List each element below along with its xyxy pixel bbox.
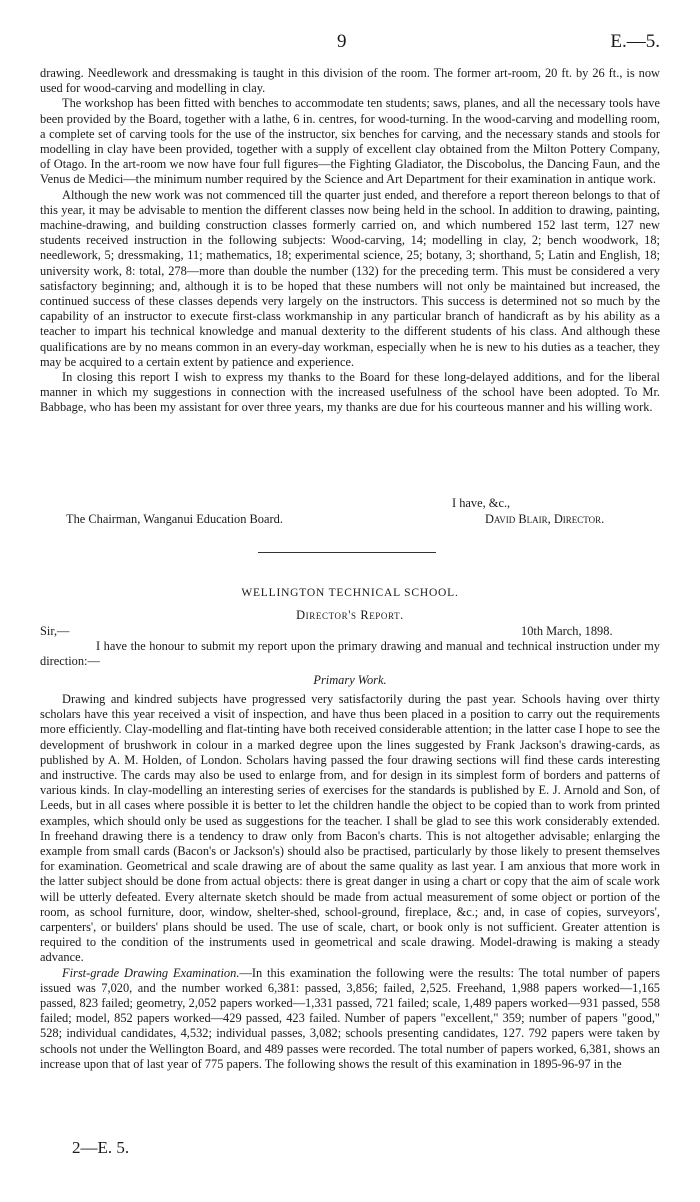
document-reference: E.—5. xyxy=(610,31,660,52)
page-number: 9 xyxy=(337,31,347,52)
report-date: 10th March, 1898. xyxy=(521,624,613,638)
report-title: Director's Report. xyxy=(296,608,404,622)
paragraph: Although the new work was not commenced till the quarter just ended, and therefore a report thereon belongs to that of this year, it may be advisable to mention the different classes now being held in the school. In addition to drawing, painting, machine-drawing, and building construction classes formerly carried on, and which numbered 152 last term, 127 new students received instruction in the following subjects: Wood-carving, 14; modelling in clay, 2; bench woodwork, 18; needlework, 5; dressmaking, 11; mathematics, 18; experimental science, 25; botany, 3; shorthand, 5; Latin and English, 18; university work, 8: total, 278—more than double the number (132) for the preceding term. This must be considered a very satisfactory beginning; and, although it is to be hoped that these numbers will not only be maintained but increased, the continued success of these classes depends very largely on the instructors. This success is determined not so much by the capability of an instructor to execute first-class workmanship in any particular branch of handicraft as by his ability as a teacher to impart his technical knowledge and manual dexterity to the different students of his class. And although these qualifications are by no means common in an every-day workman, especially when he is new to his duties as a teacher, they may be acquired to a certain extent by patience and experience. xyxy=(40,187,660,369)
exam-text: —In this examination the following were the results: The total number of papers issued was 7,020, and the number worked 6,381: passed, 3,856; failed, 2,525. Freehand, 1,988 papers worked—1,165 passed, 823 failed; geometry, 2,052 papers worked—1,331 passed, 721 failed; scale, 1,489 papers worked—931 passed, 558 failed; model, 852 papers worked—429 passed, 423 failed. Number of papers "excellent," 359; number of papers "good," 528; individual candidates, 4,532; individual passes, 3,082; schools presenting candidates, 127. 792 papers were taken by schools not under the Wellington Board, and 489 passes were recorded. The total number of papers worked, 6,381, shows an increase upon that of last year of 775 papers. The following shows the result of this examination in 1895-96-97 in the xyxy=(40,965,660,1071)
section-divider xyxy=(258,552,436,553)
subheading: Primary Work. xyxy=(313,673,387,687)
paragraph: The workshop has been fitted with benches to accommodate ten students; saws, planes, and all the necessary tools have been provided by the Board, together with a lathe, 6 in. centres, for wood-turning. In the wood-carving and modelling room, a complete set of carving tools for the use of the instructor, six benches for carving, and the necessary stands and stools for modelling in clay have been provided, together with a supply of excellent clay obtained from the Milton Pottery Company, of Otago. In the art-room we now have four full figures—the Fighting Gladiator, the Discobolus, the Dancing Faun, and the Venus de Medici—the minimum number required by the Science and Art Department for their examination in antique work. xyxy=(40,96,660,187)
exam-heading: First-grade Drawing Examination. xyxy=(62,965,240,980)
signature-mark: 2—E. 5. xyxy=(72,1138,130,1157)
section2-body xyxy=(40,692,660,1072)
paragraph: In closing this report I wish to express my thanks to the Board for these long-delayed additions, and for the liberal manner in which my suggestions in connection with the increased usefulness of the school have been adopted. To Mr. Babbage, who has been my assistant for over three years, my thanks are due for his courteous manner and his willing work. xyxy=(40,370,660,415)
paragraph: Drawing and kindred subjects have progressed very satisfactorily during the past year. Schools having over thirty scholars have this year received a visit of inspection, and have thus been placed in a position to carry out the requirements more efficiently. Clay-modelling and flat-tinting have both received considerable attention; in the latter case I hope to see the development of brushwork in colour in a marked degree upon the lines suggested by Frank Jackson's drawing-cards, as published by A. M. Holden, of London. Scholars having passed the four drawing sections will find these cards interesting and instructive. The cards may also be used to enlarge from, and for design in its simplest form of borders and patterns of various kinds. In clay-modelling an interesting series of exercises for the standards is published by E. J. Arnold and Son, of Leeds, but in all cases where possible it is better to let the children handle the object to be copied than to work from printed examples, which should only be used as suggestions for the teacher. I shall be glad to see this work considerably extended. In freehand drawing there is a tendency to draw only from Bacon's charts. This is not altogether advisable; enlarging the example from small cards (Bacon's or Jackson's) should also be practised, particularly by those likely to present themselves for examination. Geometrical and scale drawing are of about the same quality as last year. I am anxious that more work in the latter subject should be done from actual objects: there is great danger in using a chart or copy that the aim of scale work will be utterly defeated. Every alternate sketch should be made from actual measurement of some object or portion of the room, as school furniture, door, window, shelter-shed, school-ground, fireplace, &c.; and, in case of copies, surveyors', carpenters', or builders' plans should be used. The use of scale, chart, or book only is not sufficient. Greater attention is required to the condition of the instruments used in geometrical and scale drawing. Model-drawing is making a steady advance. xyxy=(40,692,660,965)
addressee: The Chairman, Wanganui Education Board. xyxy=(66,512,283,526)
closing-formula: I have, &c., xyxy=(452,496,511,510)
paragraph: I have the honour to submit my report upon the primary drawing and manual and technical instruction under my direction:— xyxy=(40,639,660,669)
school-title: WELLINGTON TECHNICAL SCHOOL. xyxy=(241,587,459,599)
exam-paragraph xyxy=(40,966,660,1072)
paragraph: drawing. Needlework and dressmaking is taught in this division of the room. The former art-room, 20 ft. by 26 ft., is now used for wood-carving and modelling in clay. xyxy=(40,66,660,96)
signature: David Blair, Director. xyxy=(485,512,605,526)
section1-body xyxy=(40,66,660,416)
salutation: Sir,— xyxy=(40,624,70,638)
report-intro xyxy=(40,639,660,669)
